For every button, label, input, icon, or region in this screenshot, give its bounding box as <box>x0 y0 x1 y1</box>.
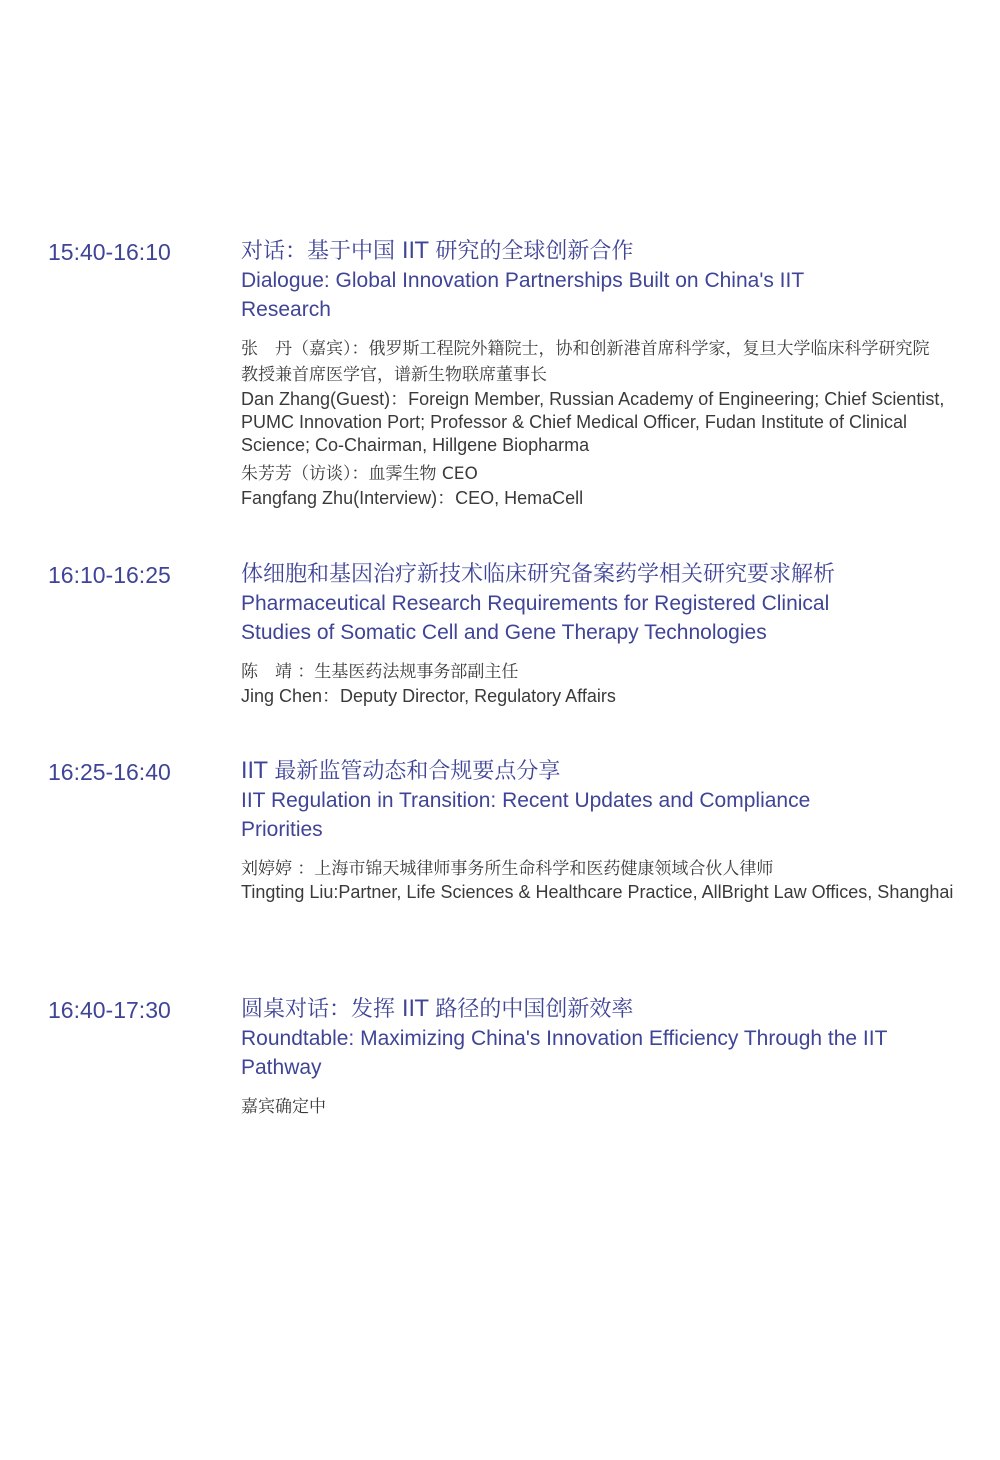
session-title-cn: IIT 最新监管动态和合规要点分享 <box>241 759 561 784</box>
session-content <box>241 560 953 708</box>
session-content <box>241 757 953 902</box>
session-content <box>241 995 953 1120</box>
speaker-list <box>241 336 953 510</box>
session-content <box>241 237 953 510</box>
session-time: 16:10-16:25 <box>48 562 171 588</box>
speaker-cn: 陈 靖 ：生基医药法规事务部副主任 <box>241 662 519 682</box>
speaker-cn: 张 丹（嘉宾）：俄罗斯工程院外籍院士，协和创新港首席科学家，复旦大学临床科学研究院教授兼首席医学官，谱新生物联席董事长 <box>241 339 930 385</box>
session-time: 16:40-17:30 <box>48 997 171 1023</box>
session-title-cn: 对话：基于中国 IIT 研究的全球创新合作 <box>241 239 634 264</box>
session-title-en: Dialogue: Global Innovation Partnerships Built on China's IIT Research <box>241 269 804 321</box>
speaker-en: Dan Zhang(Guest)：Foreign Member, Russian Academy of Engineering; Chief Scientist, PUMC Innovation Port; Professor & Chief Medical Officer, Fudan Institute of Clinical Science; Co-Chairman, Hillgene Biopharma <box>241 389 945 455</box>
speaker-list <box>241 856 953 902</box>
speaker-list <box>241 1094 953 1120</box>
speaker-en: Fangfang Zhu(Interview)：CEO, HemaCell <box>241 488 584 508</box>
session-time: 16:25-16:40 <box>48 759 171 785</box>
session-title-en: Pharmaceutical Research Requirements for Registered Clinical Studies of Somatic Cell and Gene Therapy Technologies <box>241 592 830 644</box>
speaker-cn: 刘婷婷 ：上海市锦天城律师事务所生命科学和医药健康领域合伙人律师 <box>241 859 774 879</box>
speaker-cn: 嘉宾确定中 <box>241 1097 326 1117</box>
session-title-cn: 圆桌对话：发挥 IIT 路径的中国创新效率 <box>241 997 634 1022</box>
session-time: 15:40-16:10 <box>48 239 171 265</box>
session-title-en: Roundtable: Maximizing China's Innovation Efficiency Through the IIT Pathway <box>241 1027 888 1079</box>
speaker-en: Jing Chen：Deputy Director, Regulatory Affairs <box>241 686 616 706</box>
speaker-cn: 朱芳芳（访谈）：血霁生物 CEO <box>241 464 478 484</box>
speaker-list <box>241 659 953 708</box>
session-title-cn: 体细胞和基因治疗新技术临床研究备案药学相关研究要求解析 <box>241 562 836 587</box>
session-title-en: IIT Regulation in Transition: Recent Updates and Compliance Priorities <box>241 789 811 841</box>
speaker-en: Tingting Liu:Partner, Life Sciences & Healthcare Practice, AllBright Law Offices, Shanghai <box>241 882 954 902</box>
